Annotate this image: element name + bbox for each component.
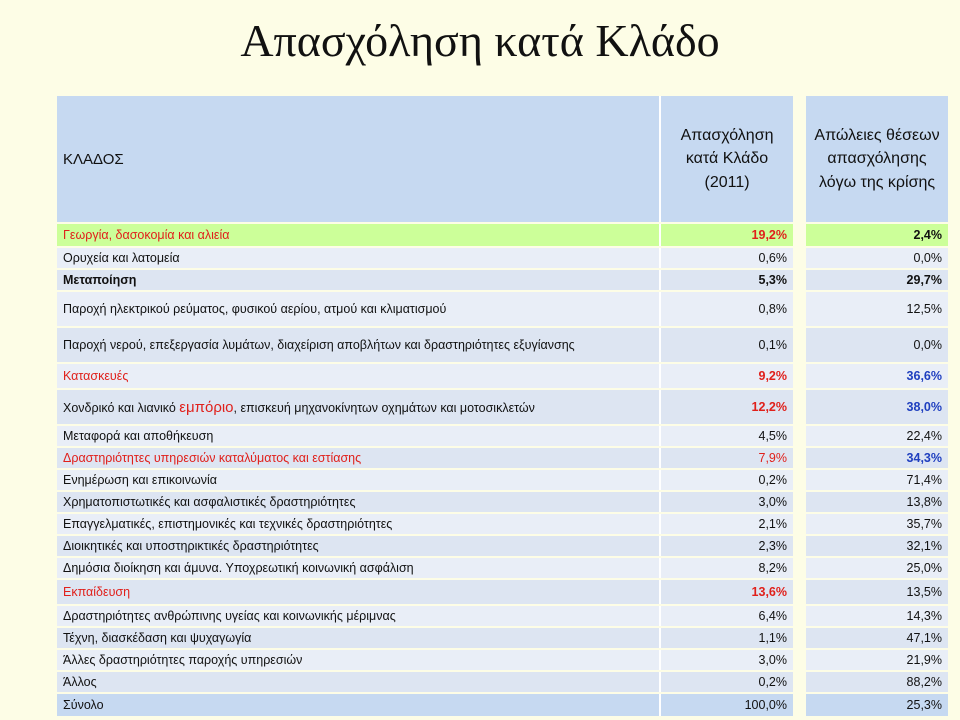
- header-losses: Απώλειες θέσεων απασχόλησης λόγω της κρίσης: [806, 96, 948, 222]
- table-row: [806, 292, 948, 326]
- table-row: [806, 470, 948, 490]
- table-row: [57, 536, 793, 556]
- losses-cell: 13,5%: [806, 580, 948, 604]
- employment-cell: 5,3%: [659, 270, 793, 290]
- sector-cell: Μεταποίηση: [57, 270, 659, 290]
- employment-table: [57, 94, 793, 718]
- table-row: [806, 536, 948, 556]
- table-row: [806, 390, 948, 424]
- table-header: [806, 96, 948, 222]
- table-row: [57, 248, 793, 268]
- sector-cell: [57, 390, 659, 424]
- employment-cell: 12,2%: [659, 390, 793, 424]
- sector-cell: Ενημέρωση και επικοινωνία: [57, 470, 659, 490]
- sector-cell: Μεταφορά και αποθήκευση: [57, 426, 659, 446]
- table-row: [57, 448, 793, 468]
- header-employment: Απασχόληση κατά Κλάδο (2011): [659, 96, 793, 222]
- losses-cell: 38,0%: [806, 390, 948, 424]
- losses-cell: 32,1%: [806, 536, 948, 556]
- employment-cell: 0,1%: [659, 328, 793, 362]
- sector-text-post: , επισκευή μηχανοκίνητων οχημάτων και μοτοσικλετών: [233, 400, 535, 415]
- employment-cell: 0,6%: [659, 248, 793, 268]
- sector-cell: Χρηματοπιστωτικές και ασφαλιστικές δραστηριότητες: [57, 492, 659, 512]
- employment-cell: 9,2%: [659, 364, 793, 388]
- sector-text-pre: Χονδρικό και λιανικό: [63, 400, 180, 415]
- table-row: [57, 470, 793, 490]
- table-row: [806, 364, 948, 388]
- table-row: [806, 672, 948, 692]
- sector-cell: Επαγγελματικές, επιστημονικές και τεχνικές δραστηριότητες: [57, 514, 659, 534]
- table-row: [57, 364, 793, 388]
- table-row-total: [806, 694, 948, 716]
- table-row: [57, 292, 793, 326]
- table-row: [806, 224, 948, 246]
- employment-cell: 0,2%: [659, 672, 793, 692]
- table-row: [806, 580, 948, 604]
- losses-cell: 0,0%: [806, 248, 948, 268]
- sector-highlight: εμπόριο: [179, 398, 234, 416]
- employment-cell: 4,5%: [659, 426, 793, 446]
- table-row: [57, 580, 793, 604]
- employment-cell: 13,6%: [659, 580, 793, 604]
- table-row: [57, 650, 793, 670]
- table-row: [57, 606, 793, 626]
- sector-cell: Δημόσια διοίκηση και άμυνα. Υποχρεωτική κοινωνική ασφάλιση: [57, 558, 659, 578]
- losses-cell: 0,0%: [806, 328, 948, 362]
- losses-cell: 25,0%: [806, 558, 948, 578]
- employment-cell: 7,9%: [659, 448, 793, 468]
- table-row: [806, 270, 948, 290]
- sector-cell: Ορυχεία και λατομεία: [57, 248, 659, 268]
- sector-cell: Γεωργία, δασοκομία και αλιεία: [57, 224, 659, 246]
- table-row: [806, 628, 948, 648]
- sector-cell: Δραστηριότητες υπηρεσιών καταλύματος και εστίασης: [57, 448, 659, 468]
- sector-cell: Εκπαίδευση: [57, 580, 659, 604]
- losses-cell: 2,4%: [806, 224, 948, 246]
- table-row: [57, 628, 793, 648]
- employment-cell: 3,0%: [659, 650, 793, 670]
- employment-cell: 2,1%: [659, 514, 793, 534]
- table-row-total: [57, 694, 793, 716]
- header-sector: ΚΛΑΔΟΣ: [57, 96, 659, 222]
- table-row: [806, 248, 948, 268]
- table-row: [806, 514, 948, 534]
- table-row: [57, 270, 793, 290]
- table-row: [57, 390, 793, 424]
- losses-cell: 35,7%: [806, 514, 948, 534]
- losses-cell: 25,3%: [806, 694, 948, 716]
- employment-cell: 0,2%: [659, 470, 793, 490]
- employment-cell: 6,4%: [659, 606, 793, 626]
- table-row: [57, 492, 793, 512]
- losses-cell: 47,1%: [806, 628, 948, 648]
- table-header: [57, 96, 793, 222]
- page-title: Απασχόληση κατά Κλάδο: [240, 15, 720, 66]
- employment-cell: 1,1%: [659, 628, 793, 648]
- table-row: [806, 492, 948, 512]
- losses-cell: 34,3%: [806, 448, 948, 468]
- table-row: [806, 650, 948, 670]
- table-row: [806, 558, 948, 578]
- sector-cell: Άλλες δραστηριότητες παροχής υπηρεσιών: [57, 650, 659, 670]
- losses-cell: 22,4%: [806, 426, 948, 446]
- table-row: [57, 224, 793, 246]
- table-row: [57, 328, 793, 362]
- sector-cell: Τέχνη, διασκέδαση και ψυχαγωγία: [57, 628, 659, 648]
- table-row: [57, 426, 793, 446]
- sector-cell: Διοικητικές και υποστηρικτικές δραστηριότητες: [57, 536, 659, 556]
- employment-cell: 2,3%: [659, 536, 793, 556]
- losses-cell: 36,6%: [806, 364, 948, 388]
- sector-cell: Σύνολο: [57, 694, 659, 716]
- sector-cell: Παροχή ηλεκτρικού ρεύματος, φυσικού αερίου, ατμού και κλιματισμού: [57, 292, 659, 326]
- employment-cell: 8,2%: [659, 558, 793, 578]
- table-row: [806, 448, 948, 468]
- table-row: [57, 672, 793, 692]
- losses-cell: 71,4%: [806, 470, 948, 490]
- table-row: [806, 606, 948, 626]
- sector-cell: Δραστηριότητες ανθρώπινης υγείας και κοινωνικής μέριμνας: [57, 606, 659, 626]
- sector-cell: Κατασκευές: [57, 364, 659, 388]
- sector-cell: Άλλος: [57, 672, 659, 692]
- table-row: [806, 328, 948, 362]
- employment-cell: 19,2%: [659, 224, 793, 246]
- losses-cell: 14,3%: [806, 606, 948, 626]
- table-row: [57, 558, 793, 578]
- table-row: [806, 426, 948, 446]
- losses-cell: 21,9%: [806, 650, 948, 670]
- employment-cell: 100,0%: [659, 694, 793, 716]
- losses-cell: 88,2%: [806, 672, 948, 692]
- sector-cell: Παροχή νερού, επεξεργασία λυμάτων, διαχείριση αποβλήτων και δραστηριότητες εξυγίανσης: [57, 328, 659, 362]
- losses-cell: 29,7%: [806, 270, 948, 290]
- losses-cell: 13,8%: [806, 492, 948, 512]
- employment-cell: 3,0%: [659, 492, 793, 512]
- losses-cell: 12,5%: [806, 292, 948, 326]
- job-losses-table: [806, 94, 948, 718]
- employment-cell: 0,8%: [659, 292, 793, 326]
- table-row: [57, 514, 793, 534]
